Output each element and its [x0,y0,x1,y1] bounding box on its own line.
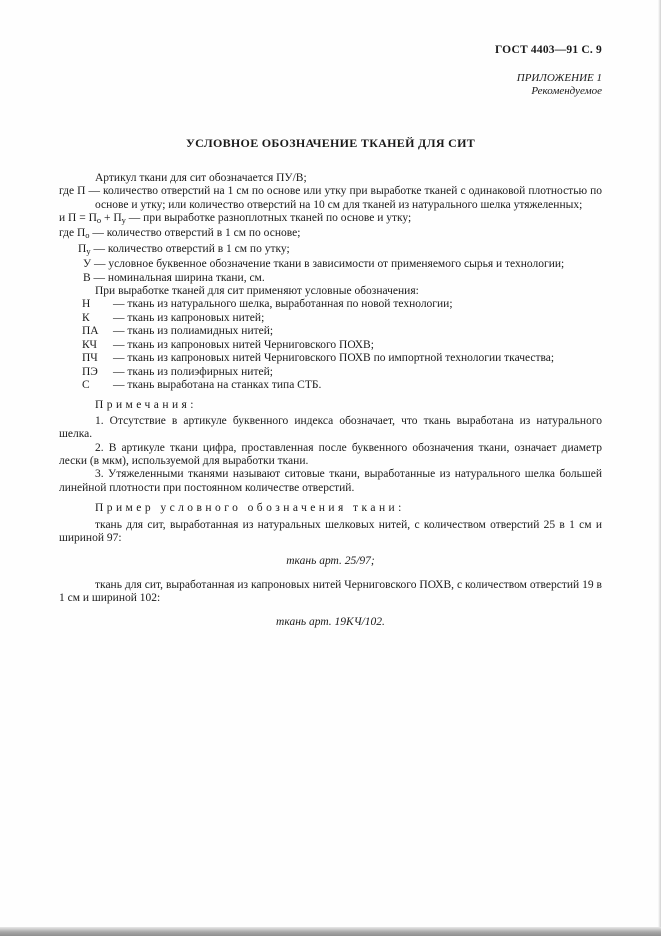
annex-title: ПРИЛОЖЕНИЕ 1 [516,72,602,85]
u-symbol-definition: У — условное буквенное обозначение ткани в зависимости от применяемого сырья и технологии; [83,258,565,271]
document-body [59,172,602,629]
definition-text: П [78,242,87,255]
designation-text: — ткань из полиамидных нитей; [113,325,274,338]
designation-row [82,352,602,365]
annex-subtitle: Рекомендуемое [531,84,602,97]
note-item: 2. В артикуле ткани цифра, проставленная после буквенного обозначения ткани, означает диаметр лески (в мкм), используемой для выработки ткани. [59,441,602,467]
designation-row [82,325,602,338]
designation-text: — ткань из полиэфирных нитей; [113,365,273,378]
po-symbol-definition [59,227,602,242]
designation-text: — ткань из капроновых нитей Черниговского ПОХВ; [113,338,374,351]
definition-text: — количество отверстий в 1 см по основе; [89,227,301,240]
article-definition-line: Артикул ткани для сит обозначается ПУ/В; [95,171,307,184]
designation-text: — ткань из капроновых нитей; [113,311,265,324]
designation-term: КЧ [82,338,97,351]
example-case-text: ткань для сит, выработанная из натуральных шелковых нитей, с количеством отверстий 25 в 1 см и шириной 97: [59,518,602,544]
doc-reference: ГОСТ 4403—91 С. 9 [494,44,602,56]
v-symbol-definition: В — номинальная ширина ткани, см. [83,271,265,284]
designation-row [82,366,602,379]
designation-text: — ткань из натурального шелка, выработанная по новой технологии; [113,298,453,311]
example-case-text: ткань для сит, выработанная из капроновых нитей Черниговского ПОХВ, с количеством отверстий 19 в 1 см и шириной 102: [59,578,602,605]
definition-text: — количество отверстий в 1 см по утку; [90,242,290,255]
designation-term: ПА [82,325,99,338]
formula-text: — при выработке разноплотных тканей по основе и утку; [125,212,412,225]
designation-row [82,339,602,352]
designation-row [82,379,602,392]
formula-text: и П = П [59,212,97,225]
subscript-o: о [85,230,90,241]
p-symbol-definition: где П — количество отверстий на 1 см по основе или утку при выработке тканей с одинаковой плотностью по основе и утку; или количество отверстий на 10 см для тканей из натурального шелка утяжеленных; [59,185,602,211]
designation-text: — ткань выработана на станках типа СТБ. [113,378,322,391]
designation-term: С [82,378,90,391]
subscript-o: о [96,215,102,226]
designation-text: — ткань из капроновых нитей Черниговского ПОХВ по импортной технологии ткачества; [113,352,555,365]
designation-row [82,312,602,325]
notes-heading: Примечания: [95,399,197,412]
page-title: УСЛОВНОЕ ОБОЗНАЧЕНИЕ ТКАНЕЙ ДЛЯ СИТ [185,136,476,151]
example-designation: ткань арт. 19КЧ/102. [276,615,385,628]
note-item: 1. Отсутствие в артикуле буквенного индекса обозначает, что ткань выработана из натурального шелка. [59,414,602,441]
scan-edge-bottom [0,927,661,936]
example-heading: Пример условного обозначения ткани: [95,502,405,515]
annex-block [59,72,602,97]
subscript-u: у [121,215,126,226]
designation-term: Н [82,298,91,311]
subscript-u: у [86,245,91,256]
note-item: 3. Утяжеленными тканями называют ситовые ткани, выработанные из натурального шелка большей линейной плотности при постоянном количестве отверстий. [59,468,602,494]
pu-symbol-definition [59,243,602,258]
designations-list [59,298,602,392]
designation-term: ПЭ [82,365,98,378]
formula-line [59,212,602,227]
definition-text: где П [59,227,86,240]
designation-term: К [82,311,90,324]
example-designation: ткань арт. 25/97; [286,555,375,568]
designation-term: ПЧ [82,352,98,365]
designation-row [82,298,602,311]
formula-text: + П [101,212,122,225]
designations-lead-in: При выработке тканей для сит применяют условные обозначения: [95,285,419,298]
